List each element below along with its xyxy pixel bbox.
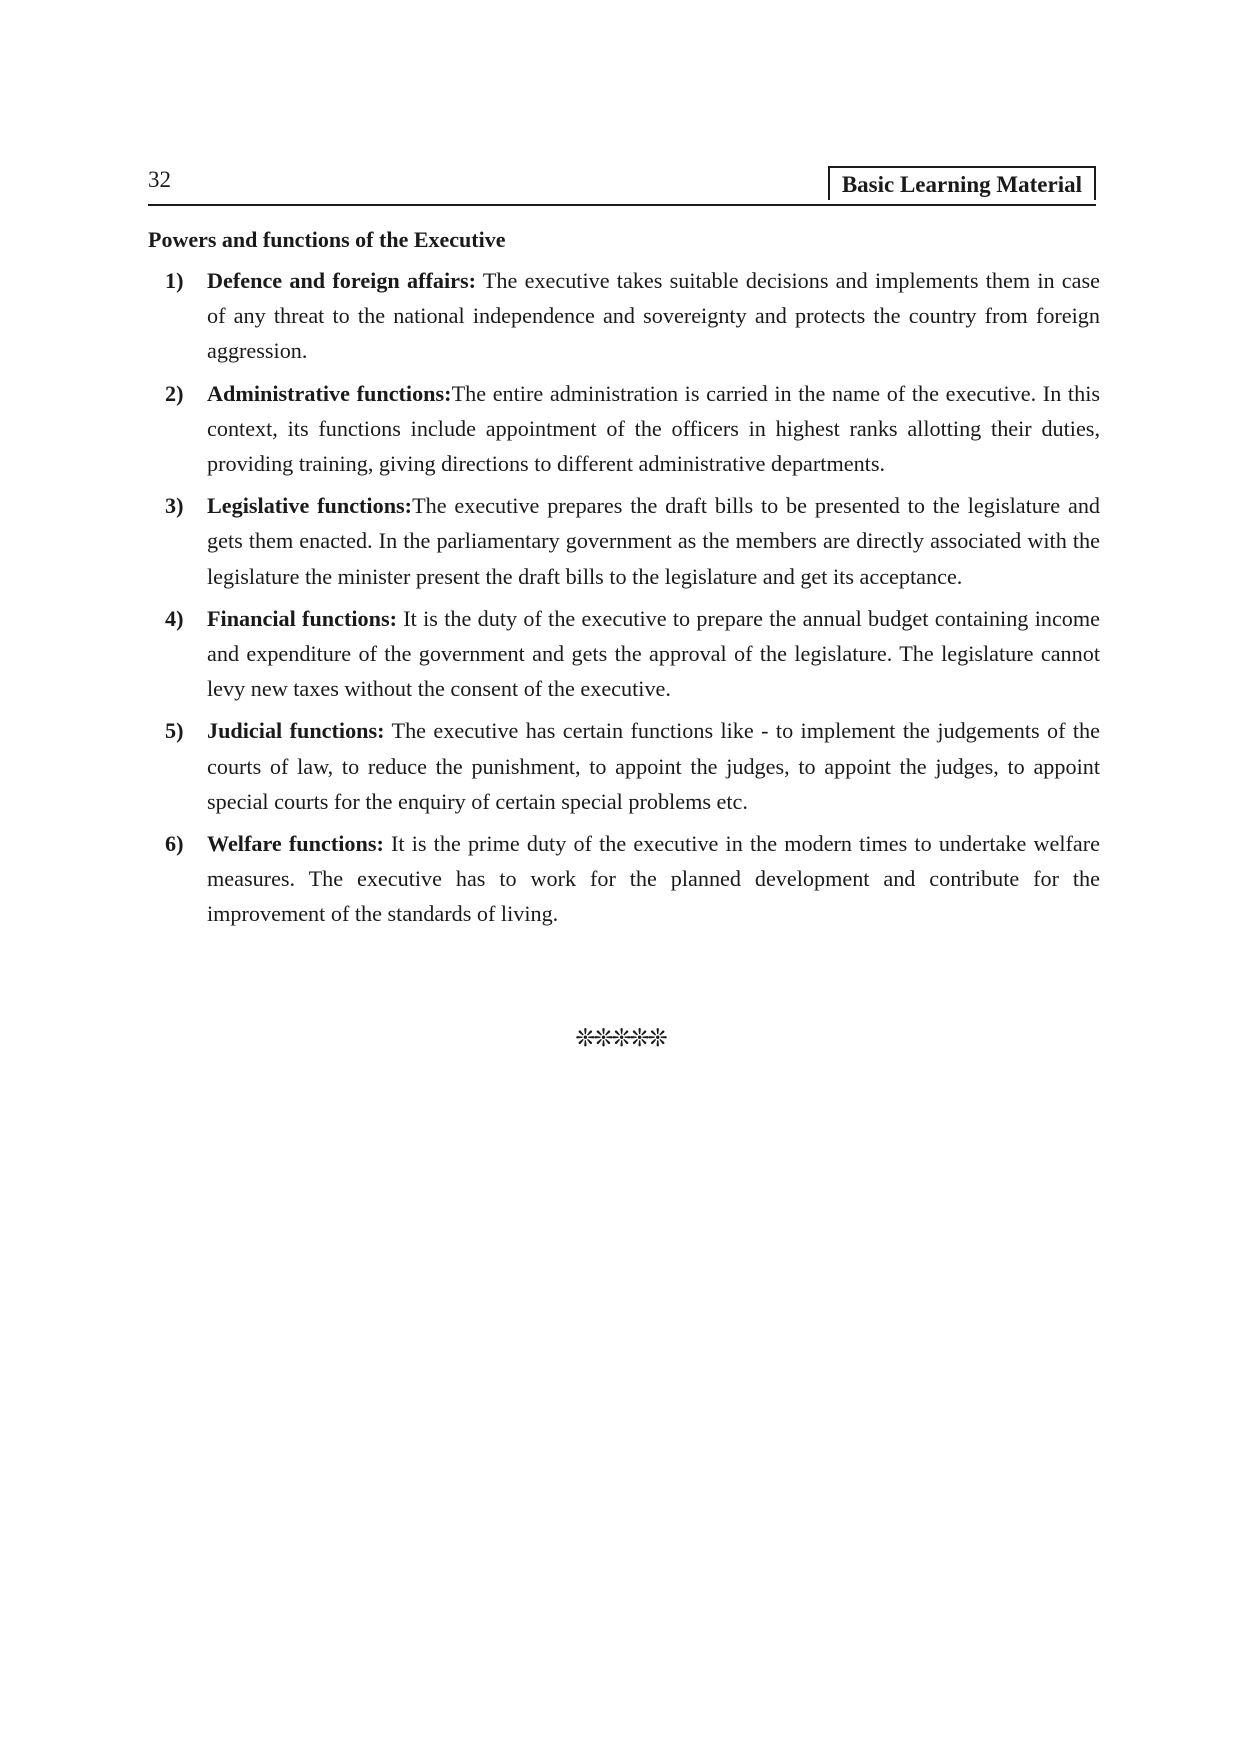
running-title: Basic Learning Material [828, 166, 1096, 200]
item-text: It is the prime duty of the executive in the modern times to undertake welfare measures. The executive has to work for the planned development and contribute for the improvement of the standards of living. [207, 831, 1100, 927]
item-title: Judicial functions: [207, 718, 385, 744]
item-number: 4) [165, 605, 184, 631]
item-number: 6) [165, 831, 184, 857]
item-title: Financial functions: [207, 605, 397, 631]
item-number: 2) [165, 380, 184, 406]
item-number: 3) [165, 493, 184, 519]
item-title: Defence and foreign affairs: [207, 268, 476, 293]
section-heading: Powers and functions of the Executive [148, 227, 506, 252]
function-item-defence [148, 263, 1100, 369]
function-item-legislative [148, 488, 1100, 594]
page-number: 32 [148, 167, 171, 192]
item-number: 5) [165, 718, 184, 744]
functions-list [148, 263, 1100, 939]
function-item-judicial [148, 713, 1100, 819]
item-title: Administrative functions: [207, 380, 452, 406]
item-text: The executive has certain functions like - to implement the judgements of the courts of law, to reduce the punishment, to appoint the judges, to appoint the judges, to appoint special courts for the enquiry of certain special problems etc. [207, 718, 1100, 814]
end-of-section-ornament: ❊❊❊❊❊ [575, 1024, 666, 1052]
page-header [148, 162, 1096, 206]
item-text: It is the duty of the executive to prepare the annual budget containing income and expenditure of the government and gets the approval of the legislature. The legislature cannot levy new taxes without the consent of the executive. [207, 605, 1100, 702]
item-title: Legislative functions: [207, 493, 413, 519]
item-text: The executive takes suitable decisions and implements them in case of any threat to the national independence and sovereignty and protects the country from foreign aggression. [207, 268, 1100, 364]
item-number: 1) [165, 268, 184, 293]
function-item-financial [148, 601, 1100, 707]
function-item-administrative [148, 376, 1100, 482]
function-item-welfare [148, 826, 1100, 932]
item-text: The entire administration is carried in the name of the executive. In this context, its functions include appointment of the officers in highest ranks allotting their duties, providing training, giving directions to different administrative departments. [207, 380, 1100, 477]
item-text: The executive prepares the draft bills to be presented to the legislature and gets them enacted. In the parliamentary government as the members are directly associated with the legislature the minister present the draft bills to the legislature and get its acceptance. [207, 493, 1101, 589]
item-title: Welfare functions: [207, 831, 384, 857]
